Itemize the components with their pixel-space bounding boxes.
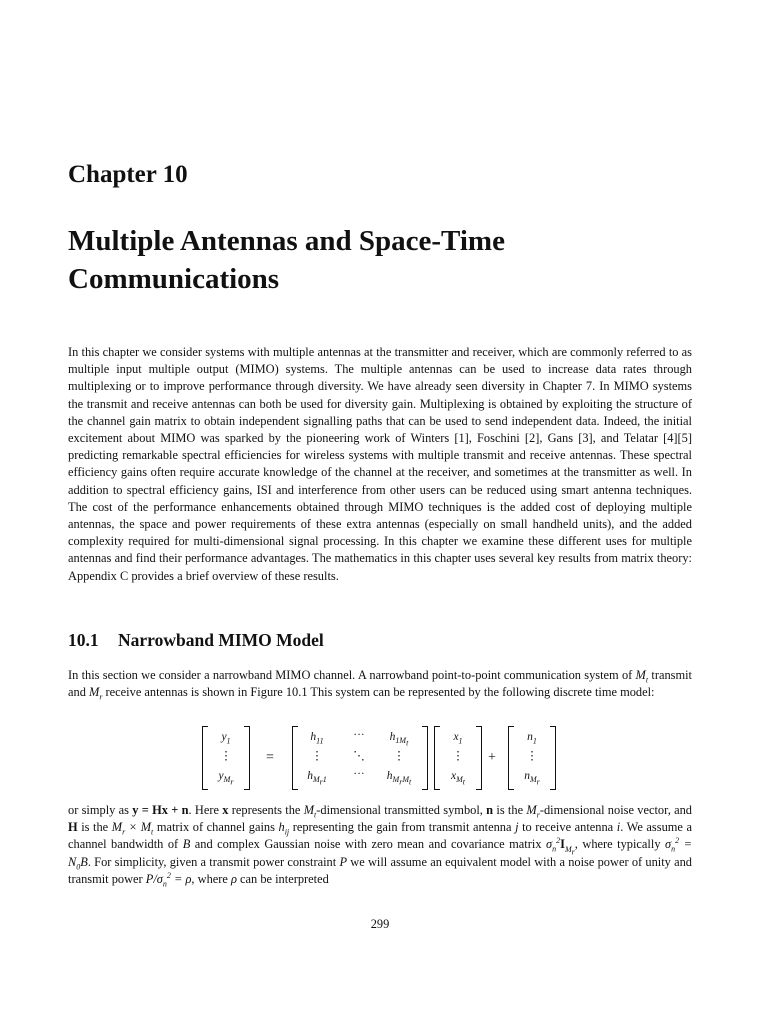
y-cell-2: ⋮ <box>220 750 232 762</box>
section-heading <box>68 630 324 651</box>
h-cell-31: $h_{M_r1}$ <box>307 770 327 787</box>
h-cell-32: ··· <box>353 768 365 780</box>
h-cell-12: ··· <box>353 729 365 741</box>
n-cell-3: $n_{M_r}$ <box>524 770 540 787</box>
mimo-equation <box>202 726 702 794</box>
page-number: 299 <box>370 917 390 931</box>
chapter-label: Chapter 10 <box>68 161 188 188</box>
x-cell-3: $x_{M_t}$ <box>450 770 465 787</box>
h-cell-13: $h_{1M_t}$ <box>389 731 409 748</box>
n-cell-1: $n_1$ <box>527 731 537 746</box>
equals-sign: = <box>266 750 274 765</box>
section-number: 10.1 <box>68 630 99 650</box>
x-cell-2: ⋮ <box>452 750 464 762</box>
h-cell-23: ⋮ <box>393 750 405 762</box>
y-cell-1: $y_1$ <box>221 731 231 746</box>
plus-sign: + <box>488 750 496 765</box>
section-title: Narrowband MIMO Model <box>118 630 324 650</box>
h-cell-33: $h_{M_rM_t}$ <box>386 770 412 787</box>
vector-x <box>434 726 482 790</box>
n-cell-2: ⋮ <box>526 750 538 762</box>
vector-y <box>202 726 250 790</box>
vector-n <box>508 726 556 790</box>
chapter-title: Multiple Antennas and Space-Time Communications <box>68 225 505 295</box>
h-cell-22: ⋱ <box>353 750 365 762</box>
h-cell-11: $h_{11}$ <box>310 731 324 746</box>
y-cell-3: $y_{M_r}$ <box>218 770 234 787</box>
section-intro-paragraph: In this section we consider a narrowband MIMO channel. A narrowband point-to-point communication system of $M_t$ transmit and $M_r$ receive antennas is shown in Figure 10.1 This system can be represented by the following discrete time model: <box>68 668 692 702</box>
x-cell-1: $x_1$ <box>453 731 463 746</box>
h-cell-21: ⋮ <box>311 750 323 762</box>
intro-paragraph: In this chapter we consider systems with multiple antennas at the transmitter and receiver, which are commonly referred to as multiple input multiple output (MIMO) systems. The multiple antennas can be used to increase data rates through multiplexing or to improve performance through diversity. We have already seen diversity in Chapter 7. In MIMO systems the transmit and receive antennas can both be used for diversity gain. Multiplexing is obtained by exploiting the structure of the channel gain matrix to obtain independent signalling paths that can be used to send independent data. Indeed, the initial excitement about MIMO was sparked by the pioneering work of Winters [1], Foschini [2], Gans [3], and Telatar [4][5] predicting remarkable spectral efficiencies for wireless systems with multiple transmit and receive antennas. These spectral efficiency gains often require accurate knowledge of the channel at the receiver, and sometimes at the transmitter as well. In addition to spectral efficiency gains, ISI and interference from other users can be reduced using smart antenna techniques. The cost of the performance enhancements obtained through MIMO techniques is the added cost of deploying multiple antennas, the space and power requirements of these extra antennas (especially on small handheld units), and the added complexity required for multi-dimensional signal processing. In this chapter we examine these different uses for multiple antennas and find their performance advantages. The mathematics in this chapter uses several key results from matrix theory: Appendix C provides a brief overview of these results. <box>68 345 692 583</box>
matrix-h <box>292 726 428 790</box>
page <box>68 0 692 1024</box>
post-equation-paragraph: or simply as y = Hx + n. Here x represents the $M_t$-dimensional transmitted symbol, n is the $M_r$-dimensional noise vector, and H is the $M_r \times M_t$ matrix of channel gains $h_{ij}$ representing the gain from transmit antenna j to receive antenna i. We assume a channel bandwidth of B and complex Gaussian noise with zero mean and covariance matrix $\sigma_n^2I_{M_r}$, where typically $\sigma_n^2 = N_0B$. For simplicity, given a transmit power constraint P we will assume an equivalent model with a noise power of unity and transmit power $P/\sigma_n^2 = \rho$, where ρ can be interpreted <box>68 803 693 889</box>
